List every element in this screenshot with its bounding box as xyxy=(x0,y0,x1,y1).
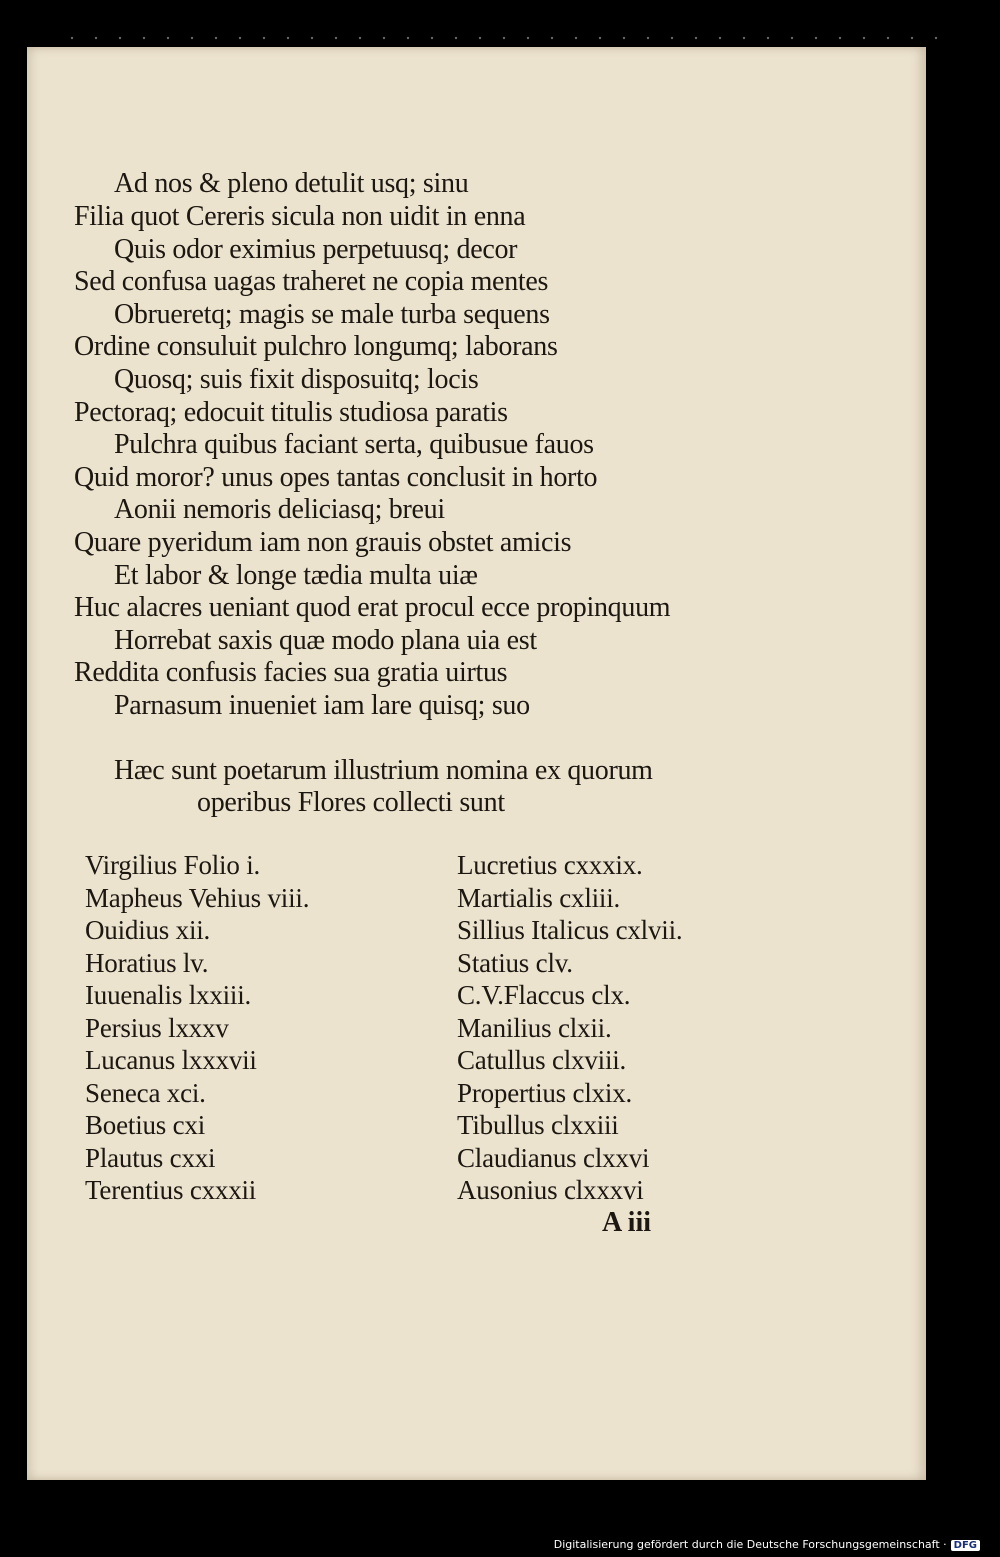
verse-line: Ad nos & pleno detulit usq; sinu xyxy=(114,168,469,199)
verse-line: Quosq; suis fixit disposuitq; locis xyxy=(114,364,479,395)
poet-entry: Sillius Italicus cxlvii. xyxy=(457,915,683,945)
verse-line: Quid moror? unus opes tantas conclusit in horto xyxy=(74,462,598,493)
verse-line: Filia quot Cereris sicula non uidit in enna xyxy=(74,201,526,232)
credit-text: Digitalisierung gefördert durch die Deutsche Forschungsgemeinschaft · xyxy=(553,1538,947,1551)
poet-entry: Boetius cxi xyxy=(85,1110,206,1140)
poet-entry: Claudianus clxxvi xyxy=(457,1142,650,1173)
verse-line: Horrebat saxis quæ modo plana uia est xyxy=(114,625,537,656)
verse-line: Pectoraq; edocuit titulis studiosa paratis xyxy=(74,397,508,428)
list-heading-line-1: Hæc sunt poetarum illustrium nomina ex quorum xyxy=(114,755,653,786)
poet-entry: Catullus clxviii. xyxy=(457,1045,627,1075)
poet-entry: Lucanus lxxxvii xyxy=(85,1045,257,1075)
poet-entry: Tibullus clxxiii xyxy=(457,1110,619,1140)
signature-mark: A iii xyxy=(602,1207,652,1238)
book-page xyxy=(27,47,926,1480)
poet-entry: Horatius lv. xyxy=(85,947,209,978)
list-heading-line-2: operibus Flores collecti sunt xyxy=(197,787,505,818)
verse-line: Et labor & longe tædia multa uiæ xyxy=(114,560,478,591)
poet-entry: Propertius clxix. xyxy=(457,1077,633,1108)
poet-entry: Terentius cxxxii xyxy=(85,1175,257,1205)
poet-entry: Manilius clxii. xyxy=(457,1012,612,1043)
verse-line: Quis odor eximius perpetuusq; decor xyxy=(114,234,518,265)
poet-entry: Martialis cxliii. xyxy=(457,882,621,913)
poet-entry: Iuuenalis lxxiii. xyxy=(85,980,252,1010)
digitization-credit xyxy=(554,1538,980,1551)
verse-line: Sed confusa uagas traheret ne copia mentes xyxy=(74,266,549,297)
top-edge-dots xyxy=(60,36,940,40)
poet-entry: Statius clv. xyxy=(457,947,573,978)
verse-line: Ordine consuluit pulchro longumq; laborans xyxy=(74,331,558,362)
verse-line: Aonii nemoris deliciasq; breui xyxy=(114,494,445,525)
poets-right-column xyxy=(457,849,682,1207)
poet-entry: Plautus cxxi xyxy=(85,1142,216,1173)
verse-line: Quare pyeridum iam non grauis obstet amicis xyxy=(74,527,572,558)
verse-line: Parnasum inueniet iam lare quisq; suo xyxy=(114,690,530,721)
verse-line: Obrueretq; magis se male turba sequens xyxy=(114,299,550,330)
verse-line: Pulchra quibus faciant serta, quibusue fauos xyxy=(114,429,594,460)
poet-entry: Ouidius xii. xyxy=(85,915,211,945)
poet-entry: Ausonius clxxxvi xyxy=(457,1175,644,1205)
poet-entry: Mapheus Vehius viii. xyxy=(85,882,310,913)
dfg-logo: DFG xyxy=(951,1540,980,1551)
verse-line: Huc alacres ueniant quod erat procul ecce propinquum xyxy=(74,592,671,623)
poets-left-column xyxy=(85,849,309,1207)
verse-line: Reddita confusis facies sua gratia uirtus xyxy=(74,657,508,688)
poet-entry: Persius lxxxv xyxy=(85,1012,229,1043)
page-text xyxy=(27,47,926,1480)
poet-entry: Virgilius Folio i. xyxy=(85,850,261,880)
poet-entry: Lucretius cxxxix. xyxy=(457,850,643,880)
poet-entry: C.V.Flaccus clx. xyxy=(457,980,631,1010)
poet-entry: Seneca xci. xyxy=(85,1077,206,1108)
